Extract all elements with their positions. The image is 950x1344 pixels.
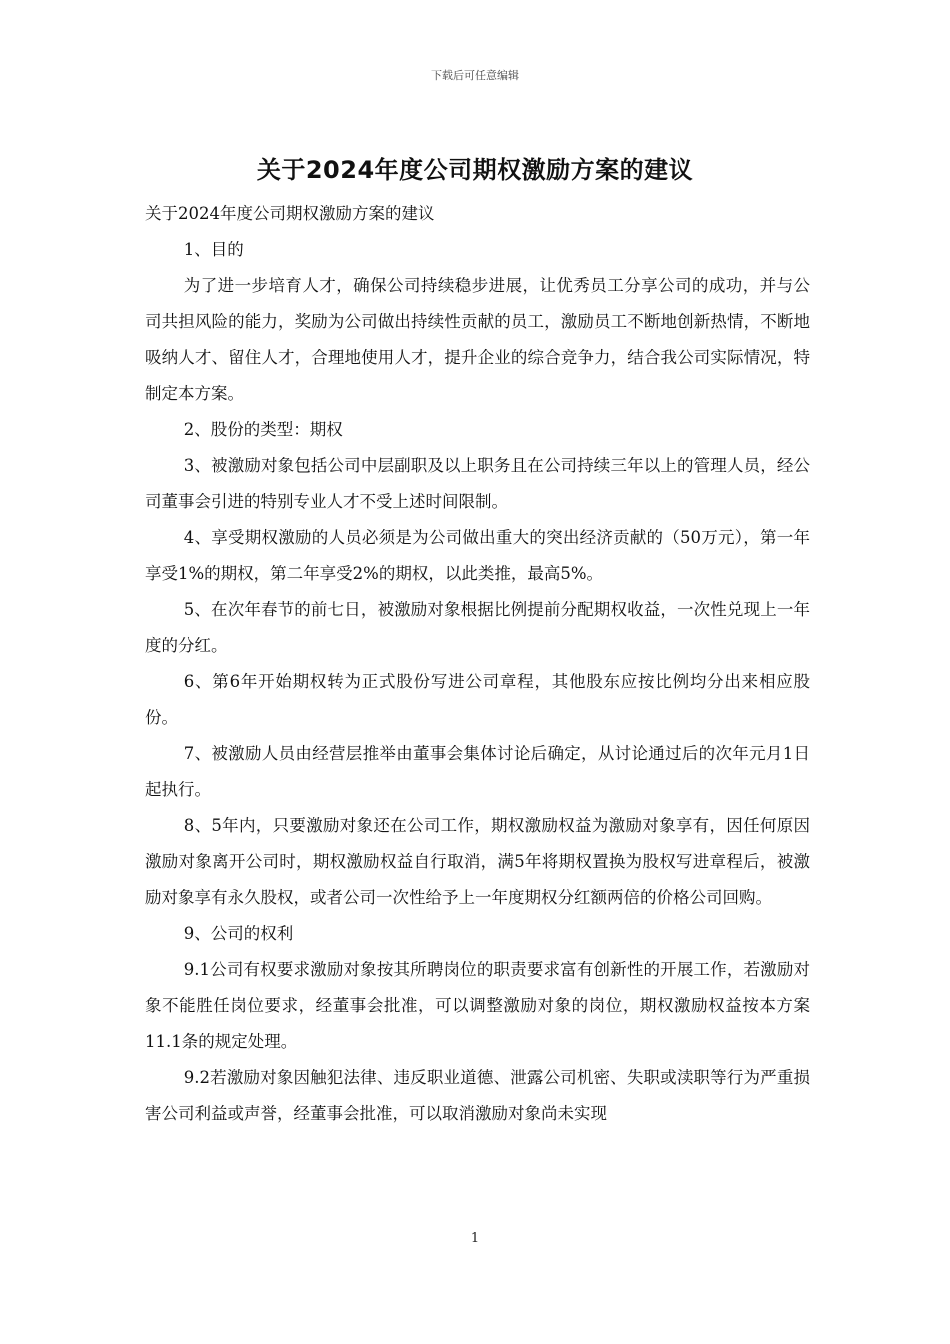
body-paragraph: 8、5年内，只要激励对象还在公司工作，期权激励权益为激励对象享有，因任何原因激励对象离开公司时，期权激励权益自行取消，满5年将期权置换为股权写进章程后，被激励对象享有永久股权，或者公司一次性给予上一年度期权分红额两倍的价格公司回购。 xyxy=(145,816,810,907)
body-paragraph: 3、被激励对象包括公司中层副职及以上职务且在公司持续三年以上的管理人员，经公司董事会引进的特别专业人才不受上述时间限制。 xyxy=(145,456,810,511)
body-paragraph: 9.1公司有权要求激励对象按其所聘岗位的职责要求富有创新性的开展工作，若激励对象不能胜任岗位要求，经董事会批准，可以调整激励对象的岗位，期权激励权益按本方案11.1条的规定处理。 xyxy=(145,960,810,1051)
section-heading-purpose: 1、目的 xyxy=(183,240,244,259)
document-body xyxy=(145,196,810,1132)
body-paragraph: 5、在次年春节的前七日，被激励对象根据比例提前分配期权收益，一次性兑现上一年度的分红。 xyxy=(145,600,810,655)
subtitle-paragraph: 关于2024年度公司期权激励方案的建议 xyxy=(145,204,435,223)
body-paragraph: 9.2若激励对象因触犯法律、违反职业道德、泄露公司机密、失职或渎职等行为严重损害公司利益或声誉，经董事会批准，可以取消激励对象尚未实现 xyxy=(145,1068,810,1123)
body-paragraph: 6、第6年开始期权转为正式股份写进公司章程，其他股东应按比例均分出来相应股份。 xyxy=(145,672,810,727)
body-paragraph: 7、被激励人员由经营层推举由董事会集体讨论后确定，从讨论通过后的次年元月1日起执行。 xyxy=(145,744,810,799)
body-paragraph: 4、享受期权激励的人员必须是为公司做出重大的突出经济贡献的（50万元），第一年享受1%的期权，第二年享受2%的期权，以此类推，最高5%。 xyxy=(145,528,810,583)
section-heading-company-rights: 9、公司的权利 xyxy=(183,924,294,943)
header-note: 下载后可任意编辑 xyxy=(431,69,519,82)
page-number: 1 xyxy=(470,1231,480,1246)
document-title: 关于2024年度公司期权激励方案的建议 xyxy=(256,156,694,184)
section-heading-share-type: 2、股份的类型：期权 xyxy=(183,420,343,439)
body-paragraph: 为了进一步培育人才，确保公司持续稳步进展，让优秀员工分享公司的成功，并与公司共担风险的能力，奖励为公司做出持续性贡献的员工，激励员工不断地创新热情，不断地吸纳人才、留住人才，合理地使用人才，提升企业的综合竞争力，结合我公司实际情况，特制定本方案。 xyxy=(145,276,810,403)
